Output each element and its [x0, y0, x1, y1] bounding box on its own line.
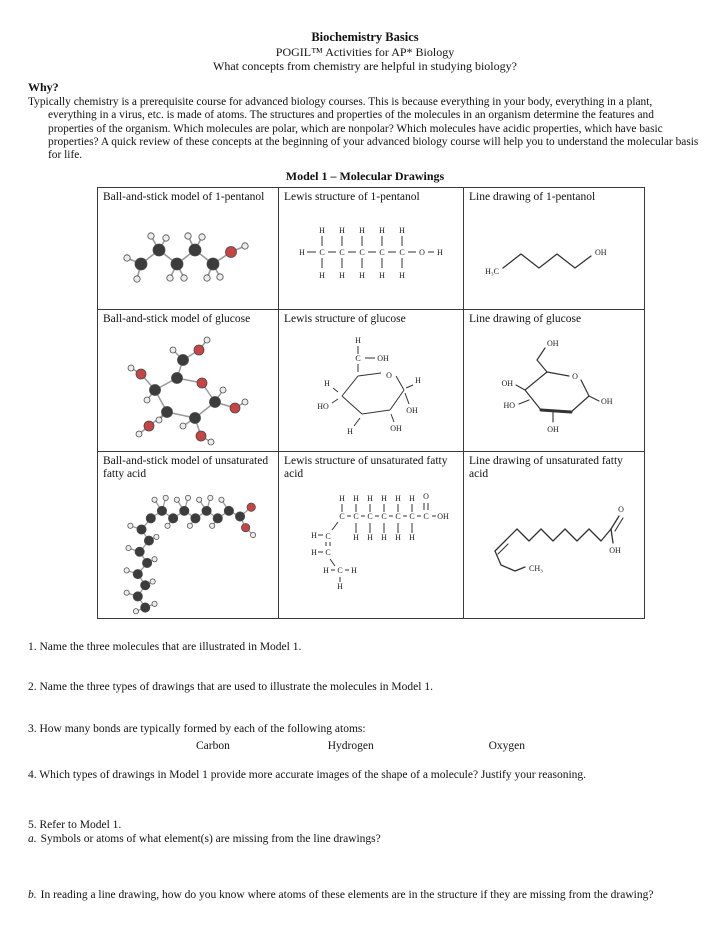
- question-3: [28, 723, 702, 754]
- svg-text:OH: OH: [437, 512, 449, 522]
- svg-text:HO: HO: [503, 400, 515, 410]
- svg-text:O: O: [423, 492, 429, 502]
- question-5b: [28, 889, 702, 903]
- line-drawing-glucose-figure: [469, 328, 639, 446]
- doc-tagline: What concepts from chemistry are helpful in studying biology?: [213, 59, 517, 73]
- svg-text:OH: OH: [501, 378, 513, 388]
- svg-text:H: H: [379, 270, 385, 280]
- why-heading: Why?: [28, 80, 59, 94]
- svg-text:H: H: [351, 566, 357, 576]
- svg-text:H: H: [409, 494, 415, 504]
- line-drawing-pentanol-figure: [469, 206, 639, 294]
- why-paragraph: Typically chemistry is a prerequisite course for advanced biology courses. This is because everything in your body, everything in a plant, everything in a virus, etc. is made of atoms. The structures and properties of the molecules in an organism determine the features and properties of the organism. Which molecules are polar, which are nonpolar? Which molecules have acidic properties, which have basic properties? A quick review of these concepts at the beginning of your advanced biology course will help you to understand the molecular basis for life.: [28, 96, 699, 162]
- cell-label: Ball-and-stick model of unsaturated fatty acid: [103, 454, 269, 480]
- svg-text:C: C: [423, 512, 429, 522]
- doc-subtitle: POGIL™ Activities for AP* Biology: [275, 45, 455, 59]
- atom-label-hydrogen: Hydrogen: [327, 739, 374, 752]
- cell-line-glucose: [464, 309, 645, 451]
- svg-text:H: H: [395, 494, 401, 504]
- svg-text:OH: OH: [390, 423, 402, 433]
- question-1: 1. Name the three molecules that are illustrated in Model 1.: [28, 641, 302, 654]
- model1-title: Model 1 – Molecular Drawings: [285, 168, 445, 183]
- svg-text:H: H: [324, 378, 330, 388]
- model1-row-pentanol: [98, 187, 645, 309]
- svg-text:H: H: [437, 247, 443, 257]
- svg-text:H: H: [339, 494, 345, 504]
- svg-text:H: H: [355, 335, 361, 345]
- svg-text:C: C: [339, 247, 345, 257]
- atom-label-oxygen: Oxygen: [488, 739, 526, 752]
- svg-text:H: H: [339, 225, 345, 235]
- svg-text:C: C: [395, 512, 401, 522]
- atom-label-carbon: Carbon: [196, 739, 230, 752]
- cell-label: Lewis structure of unsaturated fatty acid: [284, 454, 448, 480]
- question-5b-text: In reading a line drawing, how do you know where atoms of these elements are in the structure if they are missing from the drawing?: [40, 888, 654, 901]
- svg-text:OH: OH: [609, 546, 621, 556]
- svg-text:O: O: [618, 505, 624, 515]
- question-4: 4. Which types of drawings in Model 1 provide more accurate images of the shape of a molecule? Justify your reasoning.: [28, 769, 587, 782]
- svg-text:H: H: [319, 270, 325, 280]
- svg-text:O: O: [386, 370, 392, 380]
- svg-text:H: H: [395, 533, 401, 543]
- svg-text:H: H: [347, 426, 353, 436]
- svg-text:OH: OH: [547, 424, 559, 434]
- doc-header: [28, 30, 702, 73]
- svg-text:HO: HO: [317, 401, 329, 411]
- cell-label: Lewis structure of 1-pentanol: [284, 190, 420, 203]
- svg-text:C: C: [325, 532, 331, 542]
- svg-text:H: H: [353, 533, 359, 543]
- svg-text:C: C: [381, 512, 387, 522]
- svg-text:H: H: [353, 494, 359, 504]
- model1-row-fatty-acid: [98, 451, 645, 618]
- question-2: 2. Name the three types of drawings that are used to illustrate the molecules in Model 1.: [28, 680, 433, 693]
- line-drawing-fatty-acid-figure: [469, 483, 639, 579]
- svg-text:C: C: [359, 247, 365, 257]
- svg-text:H: H: [337, 582, 343, 592]
- svg-text:H: H: [323, 566, 329, 576]
- question-5a: [28, 833, 702, 847]
- svg-text:C: C: [399, 247, 405, 257]
- lewis-structure-fatty-acid-figure: [286, 483, 456, 591]
- question-5a-prefix: a.: [28, 832, 37, 845]
- svg-text:C: C: [353, 512, 359, 522]
- svg-text:C: C: [337, 566, 343, 576]
- lewis-structure-glucose-figure: [286, 328, 456, 446]
- question-3-atom-row: [28, 740, 702, 754]
- cell-label: Line drawing of glucose: [469, 312, 582, 325]
- svg-text:H: H: [299, 247, 305, 257]
- cell-lewis-glucose: [279, 309, 464, 451]
- doc-title: Biochemistry Basics: [311, 30, 419, 44]
- cell-label: Lewis structure of glucose: [284, 312, 406, 325]
- svg-text:H: H: [311, 548, 317, 558]
- svg-text:C: C: [409, 512, 415, 522]
- svg-text:H₃C: H₃C: [485, 266, 499, 276]
- svg-text:H: H: [367, 533, 373, 543]
- svg-text:O: O: [419, 247, 425, 257]
- svg-text:H: H: [399, 225, 405, 235]
- question-5: [28, 819, 702, 847]
- svg-text:H: H: [359, 225, 365, 235]
- svg-text:H: H: [399, 270, 405, 280]
- svg-text:C: C: [379, 247, 385, 257]
- svg-text:H: H: [367, 494, 373, 504]
- question-5b-prefix: b.: [28, 888, 37, 901]
- svg-text:OH: OH: [377, 353, 389, 363]
- question-3-text: 3. How many bonds are typically formed by each of the following atoms:: [28, 722, 366, 735]
- svg-text:H: H: [381, 533, 387, 543]
- svg-text:OH: OH: [595, 247, 607, 257]
- svg-text:C: C: [355, 353, 361, 363]
- svg-text:H: H: [409, 533, 415, 543]
- svg-text:H: H: [359, 270, 365, 280]
- svg-text:H: H: [319, 225, 325, 235]
- ball-and-stick-glucose-figure: [103, 328, 273, 446]
- cell-lewis-pentanol: [279, 187, 464, 309]
- question-5-text: 5. Refer to Model 1.: [28, 819, 122, 832]
- cell-ball-stick-fatty-acid: [98, 451, 279, 618]
- cell-ball-stick-pentanol: [98, 187, 279, 309]
- svg-text:CH₃: CH₃: [529, 564, 543, 574]
- svg-text:H: H: [379, 225, 385, 235]
- svg-text:O: O: [572, 371, 578, 381]
- cell-label: Line drawing of 1-pentanol: [469, 190, 596, 203]
- cell-line-pentanol: [464, 187, 645, 309]
- lewis-structure-pentanol-figure: [286, 206, 456, 294]
- cell-ball-stick-glucose: [98, 309, 279, 451]
- cell-lewis-fatty-acid: [279, 451, 464, 618]
- svg-text:C: C: [319, 247, 325, 257]
- svg-text:H: H: [415, 375, 421, 385]
- svg-text:H: H: [311, 531, 317, 541]
- svg-text:OH: OH: [601, 396, 613, 406]
- svg-text:OH: OH: [547, 338, 559, 348]
- cell-label: Ball-and-stick model of 1-pentanol: [103, 190, 265, 203]
- cell-label: Line drawing of unsaturated fatty acid: [469, 454, 623, 480]
- svg-text:C: C: [339, 512, 345, 522]
- svg-text:OH: OH: [406, 405, 418, 415]
- svg-text:C: C: [325, 548, 331, 558]
- svg-text:H: H: [381, 494, 387, 504]
- svg-text:H: H: [339, 270, 345, 280]
- ball-and-stick-pentanol-figure: [103, 206, 273, 294]
- ball-and-stick-fatty-acid-figure: [113, 483, 263, 615]
- question-5a-text: Symbols or atoms of what element(s) are missing from the line drawings?: [40, 832, 381, 845]
- cell-line-fatty-acid: [464, 451, 645, 618]
- model1-row-glucose: [98, 309, 645, 451]
- model1-table: [97, 187, 645, 619]
- cell-label: Ball-and-stick model of glucose: [103, 312, 251, 325]
- svg-text:C: C: [367, 512, 373, 522]
